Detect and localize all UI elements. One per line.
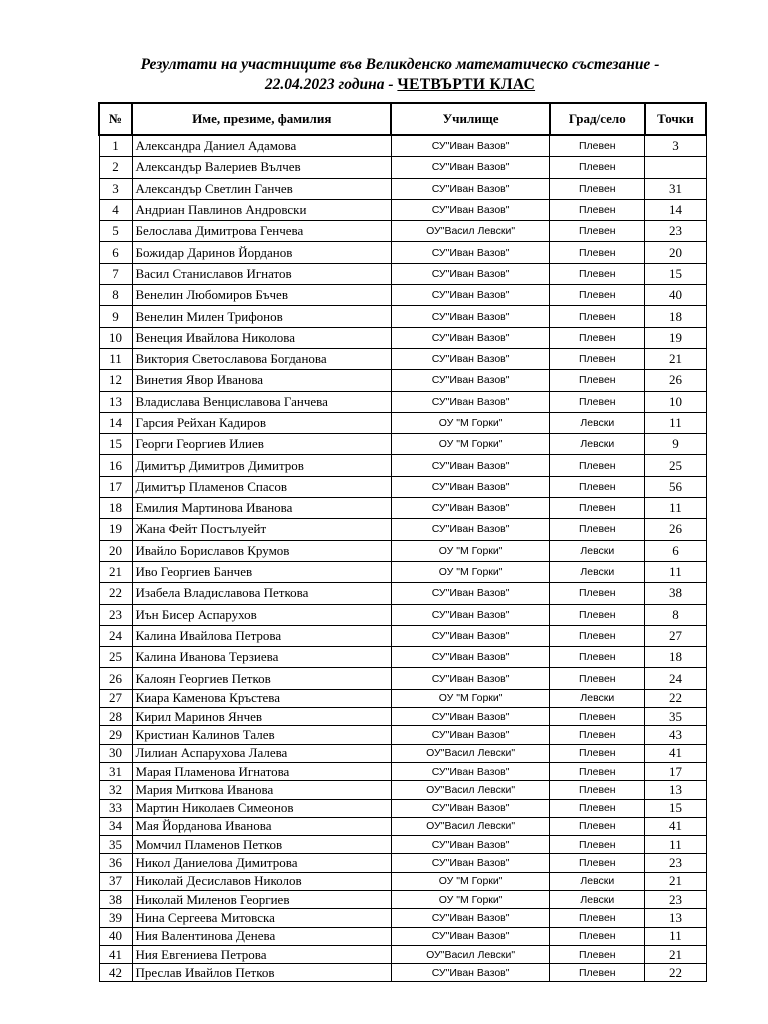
cell-school: ОУ"Васил Левски"	[391, 781, 549, 799]
cell-name: Жана Фейт Постълуейт	[132, 519, 391, 540]
cell-city: Плевен	[550, 306, 645, 327]
table-row	[99, 348, 706, 369]
cell-school: ОУ "М Горки"	[391, 689, 549, 707]
cell-city: Левски	[550, 561, 645, 582]
header-row	[99, 103, 706, 135]
cell-number: 20	[99, 540, 132, 561]
table-row	[99, 781, 706, 799]
cell-school: СУ"Иван Вазов"	[391, 762, 549, 780]
header-points: Точки	[645, 103, 706, 135]
cell-city: Плевен	[550, 708, 645, 726]
cell-number: 40	[99, 927, 132, 945]
header-name: Име, презиме, фамилия	[132, 103, 391, 135]
cell-number: 26	[99, 668, 132, 689]
cell-city: Плевен	[550, 799, 645, 817]
cell-school: ОУ "М Горки"	[391, 434, 549, 455]
header-school: Училище	[391, 103, 549, 135]
cell-number: 39	[99, 909, 132, 927]
table-row	[99, 455, 706, 476]
cell-name: Калоян Георгиев Петков	[132, 668, 391, 689]
cell-name: Александър Валериев Вълчев	[132, 157, 391, 178]
cell-number: 16	[99, 455, 132, 476]
cell-city: Плевен	[550, 221, 645, 242]
cell-number: 36	[99, 854, 132, 872]
cell-school: СУ"Иван Вазов"	[391, 799, 549, 817]
cell-school: ОУ "М Горки"	[391, 890, 549, 908]
cell-number: 42	[99, 964, 132, 982]
cell-city: Плевен	[550, 263, 645, 284]
title-line-1: Резултати на участниците във Великденско математическо състезание -	[140, 56, 660, 73]
cell-points: 23	[645, 854, 706, 872]
table-row	[99, 604, 706, 625]
cell-number: 24	[99, 625, 132, 646]
cell-city: Плевен	[550, 836, 645, 854]
cell-city: Левски	[550, 412, 645, 433]
cell-school: СУ"Иван Вазов"	[391, 854, 549, 872]
cell-city: Левски	[550, 872, 645, 890]
cell-school: СУ"Иван Вазов"	[391, 964, 549, 982]
cell-points: 21	[645, 872, 706, 890]
cell-name: Николай Миленов Георгиев	[132, 890, 391, 908]
cell-name: Николай Десиславов Николов	[132, 872, 391, 890]
table-row	[99, 242, 706, 263]
cell-points: 25	[645, 455, 706, 476]
cell-city: Плевен	[550, 817, 645, 835]
cell-name: Момчил Пламенов Петков	[132, 836, 391, 854]
cell-number: 29	[99, 726, 132, 744]
cell-points: 3	[645, 135, 706, 157]
table-row	[99, 625, 706, 646]
cell-number: 15	[99, 434, 132, 455]
table-row	[99, 945, 706, 963]
table-row	[99, 762, 706, 780]
cell-school: СУ"Иван Вазов"	[391, 476, 549, 497]
cell-school: СУ"Иван Вазов"	[391, 285, 549, 306]
cell-number: 7	[99, 263, 132, 284]
cell-school: СУ"Иван Вазов"	[391, 348, 549, 369]
cell-number: 11	[99, 348, 132, 369]
cell-name: Иън Бисер Аспарухов	[132, 604, 391, 625]
cell-points: 43	[645, 726, 706, 744]
cell-school: СУ"Иван Вазов"	[391, 157, 549, 178]
cell-number: 8	[99, 285, 132, 306]
cell-name: Димитър Пламенов Спасов	[132, 476, 391, 497]
cell-school: СУ"Иван Вазов"	[391, 927, 549, 945]
table-row	[99, 498, 706, 519]
cell-school: СУ"Иван Вазов"	[391, 455, 549, 476]
cell-city: Плевен	[550, 178, 645, 199]
cell-city: Плевен	[550, 199, 645, 220]
header-city: Град/село	[550, 103, 645, 135]
cell-name: Венелин Любомиров Бъчев	[132, 285, 391, 306]
cell-school: СУ"Иван Вазов"	[391, 909, 549, 927]
cell-number: 33	[99, 799, 132, 817]
cell-number: 5	[99, 221, 132, 242]
cell-points: 18	[645, 306, 706, 327]
cell-points: 19	[645, 327, 706, 348]
cell-school: СУ"Иван Вазов"	[391, 647, 549, 668]
table-row	[99, 519, 706, 540]
cell-school: СУ"Иван Вазов"	[391, 327, 549, 348]
cell-name: Венеция Ивайлова Николова	[132, 327, 391, 348]
cell-number: 6	[99, 242, 132, 263]
table-row	[99, 817, 706, 835]
cell-city: Плевен	[550, 854, 645, 872]
cell-number: 35	[99, 836, 132, 854]
cell-school: СУ"Иван Вазов"	[391, 836, 549, 854]
cell-school: ОУ "М Горки"	[391, 540, 549, 561]
cell-city: Плевен	[550, 476, 645, 497]
cell-number: 4	[99, 199, 132, 220]
cell-number: 13	[99, 391, 132, 412]
cell-city: Плевен	[550, 498, 645, 519]
cell-name: Мая Йорданова Иванова	[132, 817, 391, 835]
cell-school: СУ"Иван Вазов"	[391, 178, 549, 199]
cell-city: Плевен	[550, 964, 645, 982]
cell-number: 25	[99, 647, 132, 668]
cell-name: Киара Каменова Кръстева	[132, 689, 391, 707]
cell-points: 31	[645, 178, 706, 199]
title-class: ЧЕТВЪРТИ КЛАС	[397, 76, 536, 93]
cell-school: СУ"Иван Вазов"	[391, 242, 549, 263]
cell-points: 56	[645, 476, 706, 497]
cell-points: 14	[645, 199, 706, 220]
cell-city: Левски	[550, 434, 645, 455]
cell-city: Плевен	[550, 909, 645, 927]
cell-number: 41	[99, 945, 132, 963]
cell-name: Преслав Ивайлов Петков	[132, 964, 391, 982]
cell-name: Венелин Милен Трифонов	[132, 306, 391, 327]
cell-number: 31	[99, 762, 132, 780]
cell-city: Плевен	[550, 327, 645, 348]
table-row	[99, 927, 706, 945]
cell-points: 23	[645, 221, 706, 242]
cell-points: 41	[645, 817, 706, 835]
cell-name: Иво Георгиев Банчев	[132, 561, 391, 582]
cell-school: СУ"Иван Вазов"	[391, 263, 549, 284]
cell-points: 21	[645, 348, 706, 369]
cell-name: Емилия Мартинова Иванова	[132, 498, 391, 519]
title-date: 22.04.2023 година -	[264, 76, 394, 93]
cell-city: Плевен	[550, 370, 645, 391]
cell-city: Плевен	[550, 242, 645, 263]
table-row	[99, 199, 706, 220]
cell-name: Ивайло Бориславов Крумов	[132, 540, 391, 561]
table-row	[99, 647, 706, 668]
table-row	[99, 540, 706, 561]
table-row	[99, 391, 706, 412]
table-row	[99, 135, 706, 157]
cell-name: Ния Валентинова Денева	[132, 927, 391, 945]
table-row	[99, 799, 706, 817]
cell-school: СУ"Иван Вазов"	[391, 708, 549, 726]
cell-points: 22	[645, 689, 706, 707]
cell-school: СУ"Иван Вазов"	[391, 604, 549, 625]
cell-name: Винетия Явор Иванова	[132, 370, 391, 391]
cell-city: Плевен	[550, 391, 645, 412]
results-table	[98, 102, 707, 982]
table-row	[99, 836, 706, 854]
cell-school: СУ"Иван Вазов"	[391, 391, 549, 412]
table-body	[99, 135, 706, 982]
cell-name: Кирил Маринов Янчев	[132, 708, 391, 726]
cell-number: 14	[99, 412, 132, 433]
cell-name: Калина Иванова Терзиева	[132, 647, 391, 668]
cell-name: Марая Пламенова Игнатова	[132, 762, 391, 780]
cell-points: 11	[645, 498, 706, 519]
cell-name: Никол Даниелова Димитрова	[132, 854, 391, 872]
table-row	[99, 964, 706, 982]
cell-points: 27	[645, 625, 706, 646]
cell-points: 17	[645, 762, 706, 780]
cell-city: Плевен	[550, 604, 645, 625]
cell-points: 21	[645, 945, 706, 963]
table-row	[99, 689, 706, 707]
cell-city: Плевен	[550, 927, 645, 945]
document-title	[0, 55, 768, 95]
table-row	[99, 909, 706, 927]
table-row	[99, 221, 706, 242]
cell-points: 38	[645, 583, 706, 604]
cell-number: 38	[99, 890, 132, 908]
cell-number: 17	[99, 476, 132, 497]
cell-school: СУ"Иван Вазов"	[391, 726, 549, 744]
title-line-2	[0, 75, 768, 95]
cell-name: Белослава Димитрова Генчева	[132, 221, 391, 242]
cell-name: Мария Миткова Иванова	[132, 781, 391, 799]
cell-city: Плевен	[550, 583, 645, 604]
cell-school: СУ"Иван Вазов"	[391, 498, 549, 519]
cell-points: 8	[645, 604, 706, 625]
cell-school: СУ"Иван Вазов"	[391, 199, 549, 220]
cell-name: Кристиан Калинов Талев	[132, 726, 391, 744]
cell-points: 6	[645, 540, 706, 561]
table-row	[99, 726, 706, 744]
cell-name: Александър Светлин Ганчев	[132, 178, 391, 199]
cell-number: 9	[99, 306, 132, 327]
cell-points: 11	[645, 836, 706, 854]
cell-points: 15	[645, 799, 706, 817]
cell-points: 18	[645, 647, 706, 668]
cell-school: ОУ"Васил Левски"	[391, 945, 549, 963]
table-row	[99, 890, 706, 908]
cell-points: 11	[645, 561, 706, 582]
table-row	[99, 285, 706, 306]
cell-points	[645, 157, 706, 178]
cell-city: Левски	[550, 540, 645, 561]
cell-name: Изабела Владиславова Петкова	[132, 583, 391, 604]
cell-school: СУ"Иван Вазов"	[391, 519, 549, 540]
cell-number: 10	[99, 327, 132, 348]
table-row	[99, 872, 706, 890]
cell-points: 41	[645, 744, 706, 762]
cell-school: СУ"Иван Вазов"	[391, 306, 549, 327]
cell-number: 1	[99, 135, 132, 157]
cell-name: Нина Сергеева Митовска	[132, 909, 391, 927]
table-row	[99, 744, 706, 762]
cell-points: 40	[645, 285, 706, 306]
cell-number: 19	[99, 519, 132, 540]
cell-name: Божидар Даринов Йорданов	[132, 242, 391, 263]
table-row	[99, 412, 706, 433]
cell-school: СУ"Иван Вазов"	[391, 135, 549, 157]
cell-name: Ния Евгениева Петрова	[132, 945, 391, 963]
cell-name: Мартин Николаев Симеонов	[132, 799, 391, 817]
cell-city: Плевен	[550, 455, 645, 476]
cell-number: 37	[99, 872, 132, 890]
cell-school: ОУ"Васил Левски"	[391, 817, 549, 835]
cell-number: 21	[99, 561, 132, 582]
table-row	[99, 178, 706, 199]
cell-number: 27	[99, 689, 132, 707]
cell-points: 23	[645, 890, 706, 908]
table-row	[99, 476, 706, 497]
cell-school: ОУ"Васил Левски"	[391, 744, 549, 762]
cell-name: Виктория Светославова Богданова	[132, 348, 391, 369]
cell-city: Плевен	[550, 157, 645, 178]
cell-city: Плевен	[550, 135, 645, 157]
cell-points: 22	[645, 964, 706, 982]
cell-number: 12	[99, 370, 132, 391]
table-row	[99, 263, 706, 284]
cell-number: 34	[99, 817, 132, 835]
cell-name: Димитър Димитров Димитров	[132, 455, 391, 476]
table-row	[99, 854, 706, 872]
cell-points: 11	[645, 412, 706, 433]
cell-school: ОУ "М Горки"	[391, 561, 549, 582]
cell-number: 30	[99, 744, 132, 762]
cell-number: 32	[99, 781, 132, 799]
cell-city: Плевен	[550, 285, 645, 306]
cell-name: Андриан Павлинов Андровски	[132, 199, 391, 220]
cell-school: СУ"Иван Вазов"	[391, 668, 549, 689]
cell-number: 2	[99, 157, 132, 178]
cell-name: Лилиан Аспарухова Лалева	[132, 744, 391, 762]
cell-city: Плевен	[550, 781, 645, 799]
table-row	[99, 157, 706, 178]
table-row	[99, 370, 706, 391]
table-row	[99, 306, 706, 327]
cell-points: 26	[645, 370, 706, 391]
cell-city: Левски	[550, 890, 645, 908]
cell-number: 22	[99, 583, 132, 604]
cell-city: Плевен	[550, 625, 645, 646]
cell-city: Плевен	[550, 519, 645, 540]
cell-school: СУ"Иван Вазов"	[391, 370, 549, 391]
cell-number: 23	[99, 604, 132, 625]
cell-points: 11	[645, 927, 706, 945]
cell-city: Плевен	[550, 762, 645, 780]
table-row	[99, 434, 706, 455]
cell-school: СУ"Иван Вазов"	[391, 583, 549, 604]
cell-points: 26	[645, 519, 706, 540]
cell-number: 18	[99, 498, 132, 519]
header-number: №	[99, 103, 132, 135]
cell-name: Александра Даниел Адамова	[132, 135, 391, 157]
cell-points: 9	[645, 434, 706, 455]
cell-points: 13	[645, 781, 706, 799]
cell-name: Владислава Венциславова Ганчева	[132, 391, 391, 412]
table-row	[99, 583, 706, 604]
cell-points: 13	[645, 909, 706, 927]
cell-number: 3	[99, 178, 132, 199]
cell-city: Плевен	[550, 945, 645, 963]
cell-city: Плевен	[550, 348, 645, 369]
cell-points: 24	[645, 668, 706, 689]
cell-school: ОУ "М Горки"	[391, 872, 549, 890]
cell-city: Плевен	[550, 647, 645, 668]
cell-school: ОУ"Васил Левски"	[391, 221, 549, 242]
cell-number: 28	[99, 708, 132, 726]
cell-name: Васил Станиславов Игнатов	[132, 263, 391, 284]
cell-city: Плевен	[550, 726, 645, 744]
cell-name: Калина Ивайлова Петрова	[132, 625, 391, 646]
cell-points: 10	[645, 391, 706, 412]
table-header	[99, 103, 706, 135]
cell-points: 35	[645, 708, 706, 726]
table-row	[99, 668, 706, 689]
cell-city: Плевен	[550, 744, 645, 762]
table-row	[99, 327, 706, 348]
cell-school: ОУ "М Горки"	[391, 412, 549, 433]
cell-name: Гарсия Рейхан Кадиров	[132, 412, 391, 433]
table-row	[99, 708, 706, 726]
cell-school: СУ"Иван Вазов"	[391, 625, 549, 646]
cell-city: Левски	[550, 689, 645, 707]
cell-points: 15	[645, 263, 706, 284]
table-row	[99, 561, 706, 582]
cell-points: 20	[645, 242, 706, 263]
cell-name: Георги Георгиев Илиев	[132, 434, 391, 455]
cell-city: Плевен	[550, 668, 645, 689]
